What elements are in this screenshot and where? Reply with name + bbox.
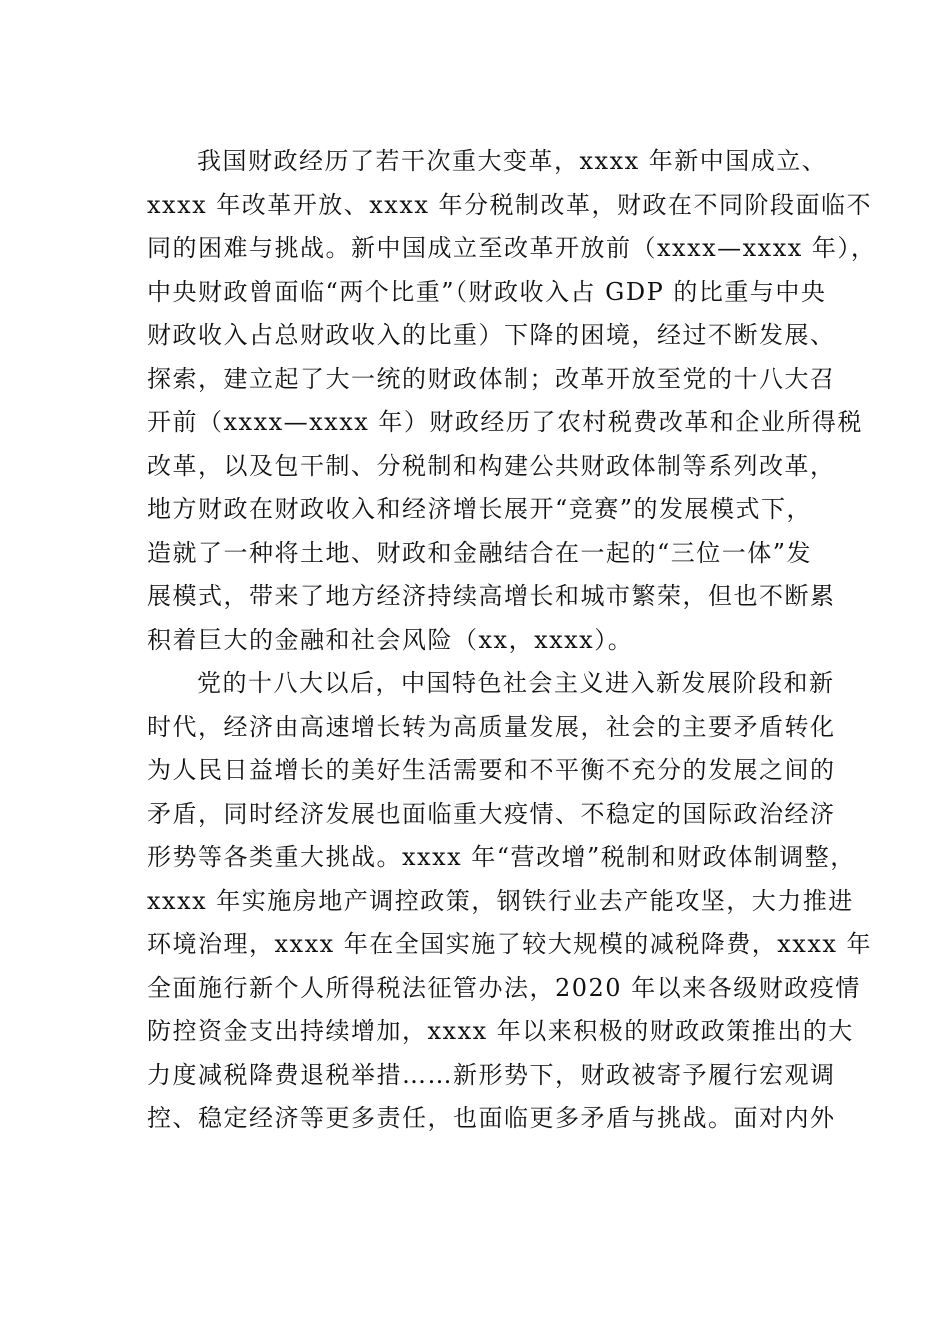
text-line: 全面施行新个人所得税法征管办法，2020 年以来各级财政疫情: [147, 973, 861, 1002]
body-text: [147, 140, 877, 1141]
text-line: 财政收入占总财政收入的比重）下降的困境，经过不断发展、: [147, 321, 836, 349]
text-line: 地方财政在财政收入和经济增长展开“竞赛”的发展模式下，: [147, 495, 813, 523]
text-line: 形势等各类重大挑战。xxxx 年“营改增”税制和财政体制调整，: [147, 843, 856, 871]
text-line: 造就了一种将土地、财政和金融结合在一起的“三位一体”发: [147, 538, 813, 567]
text-line: 改革，以及包干制、分税制和构建公共财政体制等系列改革，: [147, 451, 836, 480]
text-line: 环境治理，xxxx 年在全国实施了较大规模的减税降费，xxxx 年: [147, 930, 873, 958]
text-line: 开前（xxxx—xxxx 年）财政经历了农村税费改革和企业所得税: [147, 408, 863, 436]
text-line: 积着巨大的金融和社会风险（xx，xxxx）。: [147, 625, 634, 654]
text-line: xxxx 年实施房地产调控政策，钢铁行业去产能攻坚，大力推进: [147, 886, 854, 915]
text-line: 展模式，带来了地方经济持续高增长和城市繁荣，但也不断累: [147, 582, 836, 610]
paragraph-1: [147, 140, 877, 662]
text-line: 中央财政曾面临“两个比重”（财政收入占 GDP 的比重与中央: [147, 277, 827, 306]
text-line: 党的十八大以后，中国特色社会主义进入新发展阶段和新: [197, 669, 835, 697]
text-line: 时代，经济由高速增长转为高质量发展，社会的主要矛盾转化: [147, 712, 836, 741]
text-line: 同的困难与挑战。新中国成立至改革开放前（xxxx—xxxx 年），: [147, 234, 877, 262]
paragraph-2: [147, 662, 873, 1141]
text-line: 为人民日益增长的美好生活需要和不平衡不充分的发展之间的: [147, 756, 836, 784]
text-line: 防控资金支出持续增加，xxxx 年以来积极的财政政策推出的大: [147, 1017, 854, 1045]
text-line: xxxx 年改革开放、xxxx 年分税制改革，财政在不同阶段面临不: [147, 190, 873, 219]
text-line: 控、稳定经济等更多责任，也面临更多矛盾与挑战。面对内外: [147, 1104, 836, 1132]
text-line: 矛盾，同时经济发展也面临重大疫情、不稳定的国际政治经济: [147, 799, 836, 828]
text-line: 我国财政经历了若干次重大变革，xxxx 年新中国成立、: [197, 147, 828, 175]
text-line: 力度减税降费退税举措……新形势下，财政被寄予履行宏观调: [147, 1060, 836, 1089]
text-line: 探索，建立起了大一统的财政体制；改革开放至党的十八大召: [147, 364, 836, 393]
